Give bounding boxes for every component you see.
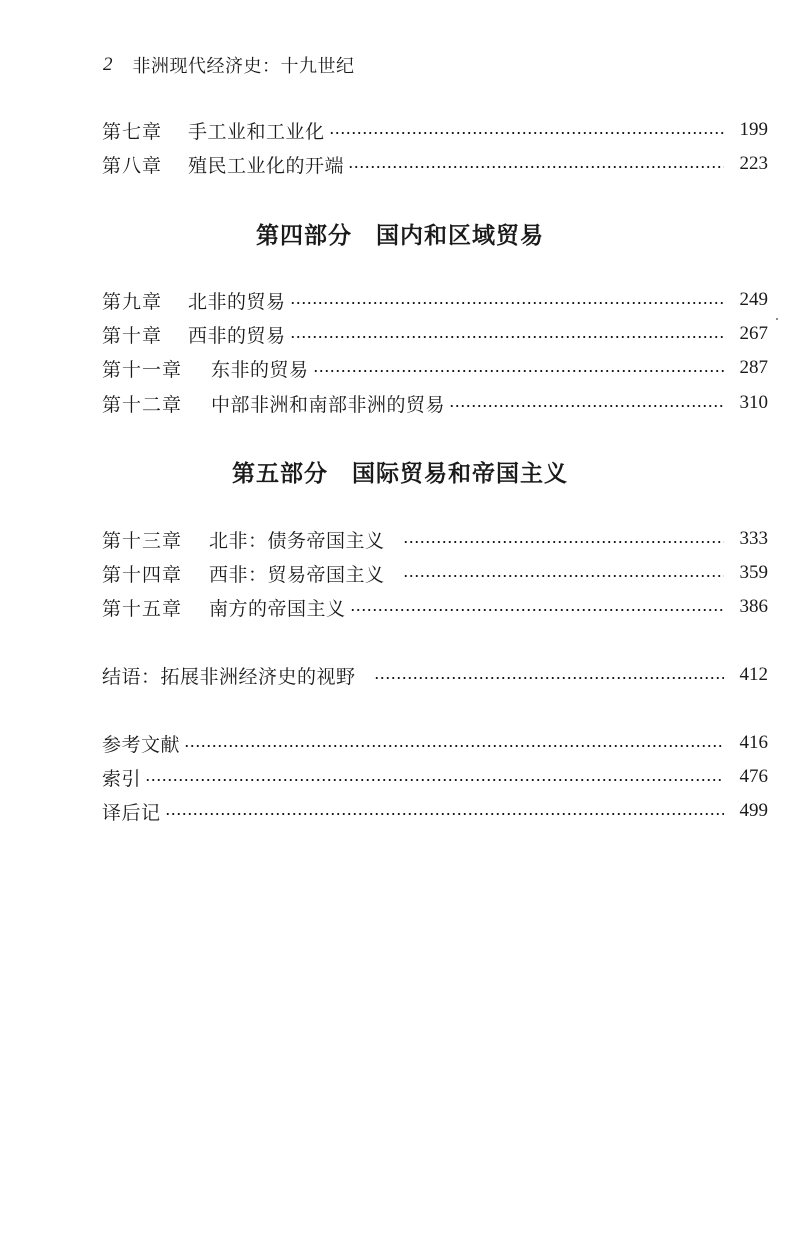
chapter-number: 第十二章 [102, 393, 183, 416]
dot-leader [403, 575, 724, 577]
chapter-title: 北非：债务帝国主义 [209, 529, 385, 552]
toc-entry-chapter-7[interactable] [102, 115, 768, 145]
page-ref: 412 [739, 664, 768, 685]
chapter-number: 第九章 [102, 290, 163, 313]
part-title: 国内和区域贸易 [376, 221, 544, 249]
dot-leader [145, 779, 724, 781]
dot-leader [403, 541, 724, 543]
dot-leader [348, 166, 724, 168]
chapter-number: 第八章 [102, 154, 163, 177]
back-matter-title: 译后记 [102, 801, 161, 824]
toc-entry-chapter-11[interactable] [102, 353, 768, 383]
toc-entry-translator-afterword[interactable] [102, 796, 768, 826]
page-ref: 310 [739, 392, 768, 413]
back-matter-title: 索引 [102, 767, 142, 790]
toc-entry-bibliography[interactable] [102, 728, 768, 758]
dot-leader [290, 336, 724, 338]
chapter-title: 殖民工业化的开端 [188, 154, 345, 177]
back-matter-title: 参考文献 [102, 733, 181, 756]
part-4-heading [0, 213, 800, 253]
chapter-title: 西非的贸易 [188, 324, 286, 347]
page-ref: 359 [739, 562, 768, 583]
toc-entry-chapter-15[interactable] [102, 592, 768, 622]
page-ref: 287 [739, 357, 768, 378]
toc-entry-chapter-12[interactable] [102, 388, 768, 418]
page-ref: 499 [739, 800, 768, 821]
page-ref: 386 [739, 596, 768, 617]
part-5-heading [0, 451, 800, 491]
toc-entry-chapter-14[interactable] [102, 558, 768, 588]
chapter-number: 第十三章 [102, 529, 183, 552]
conclusion-title: 结语：拓展非洲经济史的视野 [102, 665, 356, 688]
toc-entry-chapter-13[interactable] [102, 524, 768, 554]
toc-entry-index[interactable] [102, 762, 768, 792]
dot-leader [290, 302, 724, 304]
chapter-number: 第十四章 [102, 563, 183, 586]
chapter-title: 手工业和工业化 [188, 120, 325, 143]
page-ref: 416 [739, 732, 768, 753]
chapter-number: 第七章 [102, 120, 163, 143]
dot-leader [165, 813, 724, 815]
page-number: 2 [103, 54, 113, 75]
toc-entry-chapter-8[interactable] [102, 149, 768, 179]
chapter-number: 第十章 [102, 324, 163, 347]
dot-leader [184, 745, 724, 747]
dot-leader [313, 370, 724, 372]
stray-ink-mark [776, 318, 778, 320]
chapter-number: 第十一章 [102, 358, 183, 381]
toc-entry-chapter-10[interactable] [102, 319, 768, 349]
dot-leader [449, 405, 724, 407]
chapter-title: 南方的帝国主义 [209, 597, 346, 620]
chapter-title: 东非的贸易 [211, 358, 309, 381]
part-number: 第四部分 [256, 221, 352, 249]
chapter-title: 西非：贸易帝国主义 [209, 563, 385, 586]
dot-leader [329, 132, 724, 134]
chapter-title: 中部非洲和南部非洲的贸易 [211, 393, 446, 416]
toc-entry-chapter-9[interactable] [102, 285, 768, 315]
book-title: 非洲现代经济史：十九世纪 [132, 56, 355, 77]
page-ref: 223 [739, 153, 768, 174]
dot-leader [350, 609, 724, 611]
toc-entry-conclusion[interactable] [102, 660, 768, 690]
chapter-number: 第十五章 [102, 597, 183, 620]
chapter-title: 北非的贸易 [188, 290, 286, 313]
page-ref: 476 [739, 766, 768, 787]
page-ref: 267 [739, 323, 768, 344]
part-title: 国际贸易和帝国主义 [352, 459, 568, 487]
running-header [103, 50, 355, 80]
page-ref: 333 [739, 528, 768, 549]
page-ref: 199 [739, 119, 768, 140]
part-number: 第五部分 [232, 459, 328, 487]
page-ref: 249 [739, 289, 768, 310]
dot-leader [374, 677, 724, 679]
